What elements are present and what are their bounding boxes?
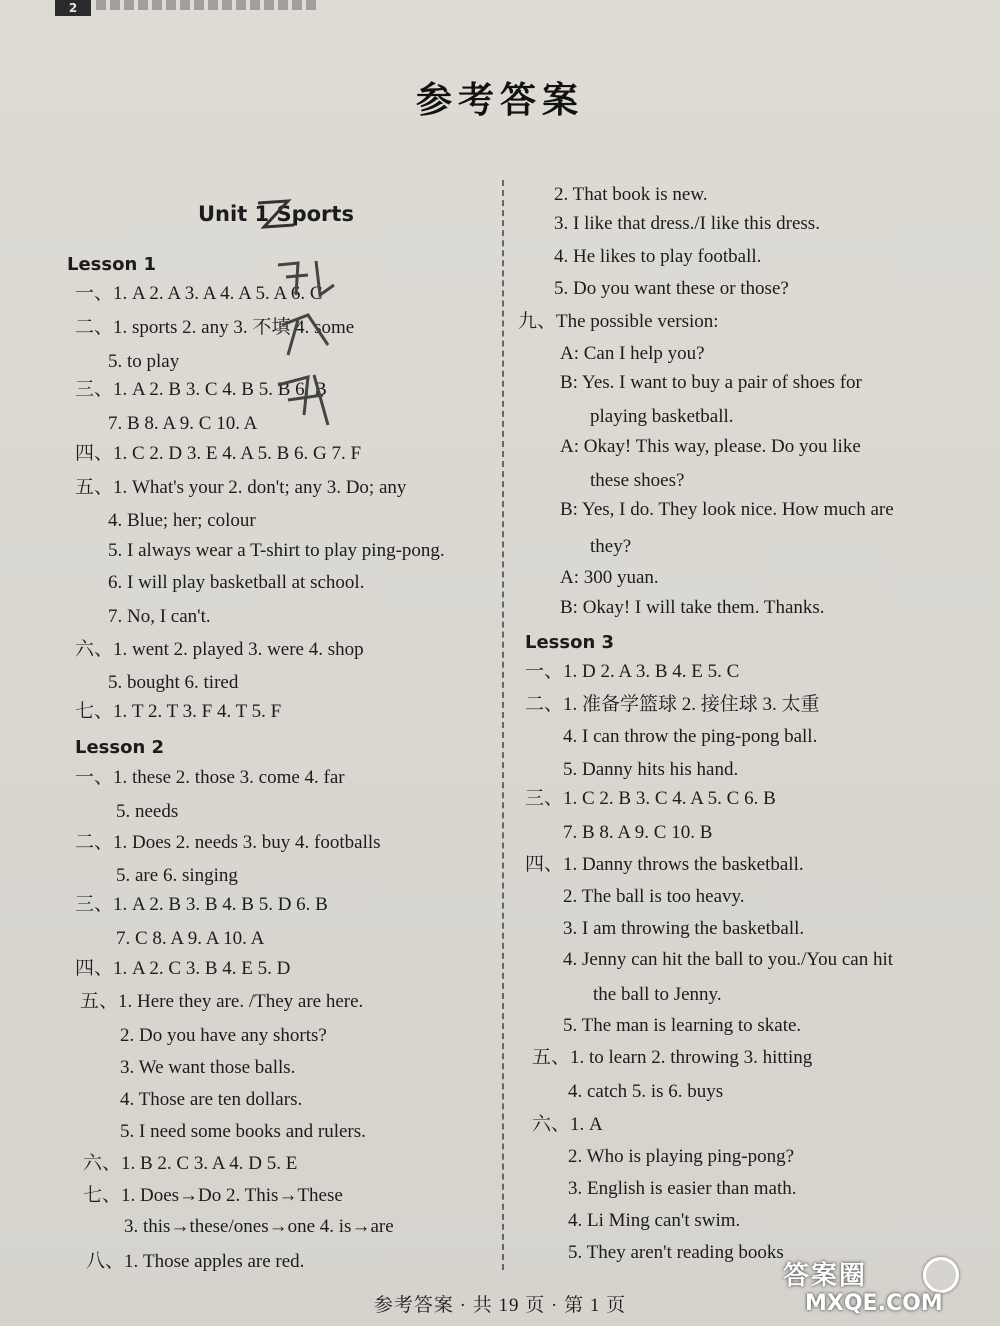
answer-line: 一、1. D 2. A 3. B 4. E 5. C [525,661,740,682]
answer-line: 3. I am throwing the basketball. [563,918,805,939]
answer-line: 二、1. sports 2. any 3. 不填 4. some [75,317,355,338]
answer-line: 5. They aren't reading books [568,1242,784,1263]
answer-line: 3. I like that dress./I like this dress. [554,213,820,234]
lesson-3-heading: Lesson 3 [525,632,615,653]
answer-line: 五、1. What's your 2. don't; any 3. Do; any [75,477,407,498]
lesson-1-heading: Lesson 1 [67,254,157,275]
answer-line: 4. Li Ming can't swim. [568,1210,741,1231]
answer-line: 4. Those are ten dollars. [120,1089,303,1110]
answer-line: 7. C 8. A 9. A 10. A [116,928,265,949]
answer-line: 五、1. to learn 2. throwing 3. hitting [532,1047,813,1068]
answer-line: 5. are 6. singing [116,865,238,886]
answer-line: 六、1. went 2. played 3. were 4. shop [75,639,364,660]
answer-line: A: Can I help you? [560,343,705,364]
answer-line: 四、1. A 2. C 3. B 4. E 5. D [75,958,291,979]
answer-line: B: Okay! I will take them. Thanks. [560,597,825,618]
answer-line: 五、1. Here they are. /They are here. [80,991,364,1012]
page-corner-number: 2 [55,0,91,16]
answer-line: 5. I need some books and rulers. [120,1121,366,1142]
answer-line: 三、1. A 2. B 3. B 4. B 5. D 6. B [75,894,328,915]
answer-line: 4. He likes to play football. [554,246,762,267]
answer-line: 5. to play [108,351,180,372]
answer-line: 2. The ball is too heavy. [563,886,745,907]
unit-title: Unit 1 Sports [198,202,354,226]
answer-line: 4. Blue; her; colour [108,510,256,531]
watermark-bottom: MXQE.COM [805,1291,943,1316]
answer-line: 4. I can throw the ping-pong ball. [563,726,818,747]
answer-line: they? [590,536,632,557]
page-title: 参考答案 [415,80,584,121]
answer-line: 7. B 8. A 9. C 10. A [108,413,258,434]
column-divider [502,180,504,1270]
answer-line: 5. The man is learning to skate. [563,1015,802,1036]
answer-line: 5. bought 6. tired [108,672,239,693]
answer-line: 4. Jenny can hit the ball to you./You can hit [563,949,894,970]
answer-line: 5. Do you want these or those? [554,278,789,299]
answer-line: 七、1. Does→Do 2. This→These [83,1185,343,1206]
answer-line: B: Yes. I want to buy a pair of shoes for [560,372,862,393]
answer-line: 一、1. A 2. A 3. A 4. A 5. A 6. C [75,283,323,304]
header-strip [96,0,316,10]
answer-line: 九、The possible version: [518,311,719,332]
answer-line: the ball to Jenny. [593,984,722,1005]
answer-line: 7. B 8. A 9. C 10. B [563,822,713,843]
answer-line: 3. this→these/ones→one 4. is→are [124,1216,394,1237]
answer-line: 2. Do you have any shorts? [120,1025,327,1046]
answer-line: 2. That book is new. [554,184,708,205]
answer-line: playing basketball. [590,406,734,427]
answer-line: B: Yes, I do. They look nice. How much are [560,499,894,520]
answer-line: A: Okay! This way, please. Do you like [560,436,861,457]
answer-line: 2. Who is playing ping-pong? [568,1146,795,1167]
answer-line: 六、1. A [532,1114,603,1135]
answer-line: 3. English is easier than math. [568,1178,797,1199]
answer-line: 三、1. A 2. B 3. C 4. B 5. B 6. B [75,379,327,400]
watermark-top: 答案圈 [783,1261,868,1291]
answer-line: 5. needs [116,801,179,822]
answer-line: 二、1. Does 2. needs 3. buy 4. footballs [75,832,381,853]
answer-line: 七、1. T 2. T 3. F 4. T 5. F [75,701,282,722]
answer-line: 六、1. B 2. C 3. A 4. D 5. E [83,1153,298,1174]
answer-line: 4. catch 5. is 6. buys [568,1081,724,1102]
answer-line: 四、1. Danny throws the basketball. [525,854,804,875]
answer-line: 6. I will play basketball at school. [108,572,365,593]
page-footer: 参考答案 · 共 19 页 · 第 1 页 [373,1295,627,1316]
site-watermark [733,1255,978,1317]
answer-line: 5. I always wear a T-shirt to play ping-pong. [108,540,445,561]
answer-line: 一、1. these 2. those 3. come 4. far [75,767,345,788]
answer-line: 7. No, I can't. [108,606,211,627]
answer-line: 3. We want those balls. [120,1057,296,1078]
watermark-circle-icon [923,1257,959,1293]
answer-line: 二、1. 准备学篮球 2. 接住球 3. 太重 [525,694,820,715]
answer-line: 四、1. C 2. D 3. E 4. A 5. B 6. G 7. F [75,443,362,464]
lesson-2-heading: Lesson 2 [75,737,165,758]
answer-line: 八、1. Those apples are red. [86,1251,305,1272]
answer-line: 5. Danny hits his hand. [563,759,739,780]
answer-line: these shoes? [590,470,685,491]
answer-line: A: 300 yuan. [560,567,659,588]
answer-line: 三、1. C 2. B 3. C 4. A 5. C 6. B [525,788,776,809]
